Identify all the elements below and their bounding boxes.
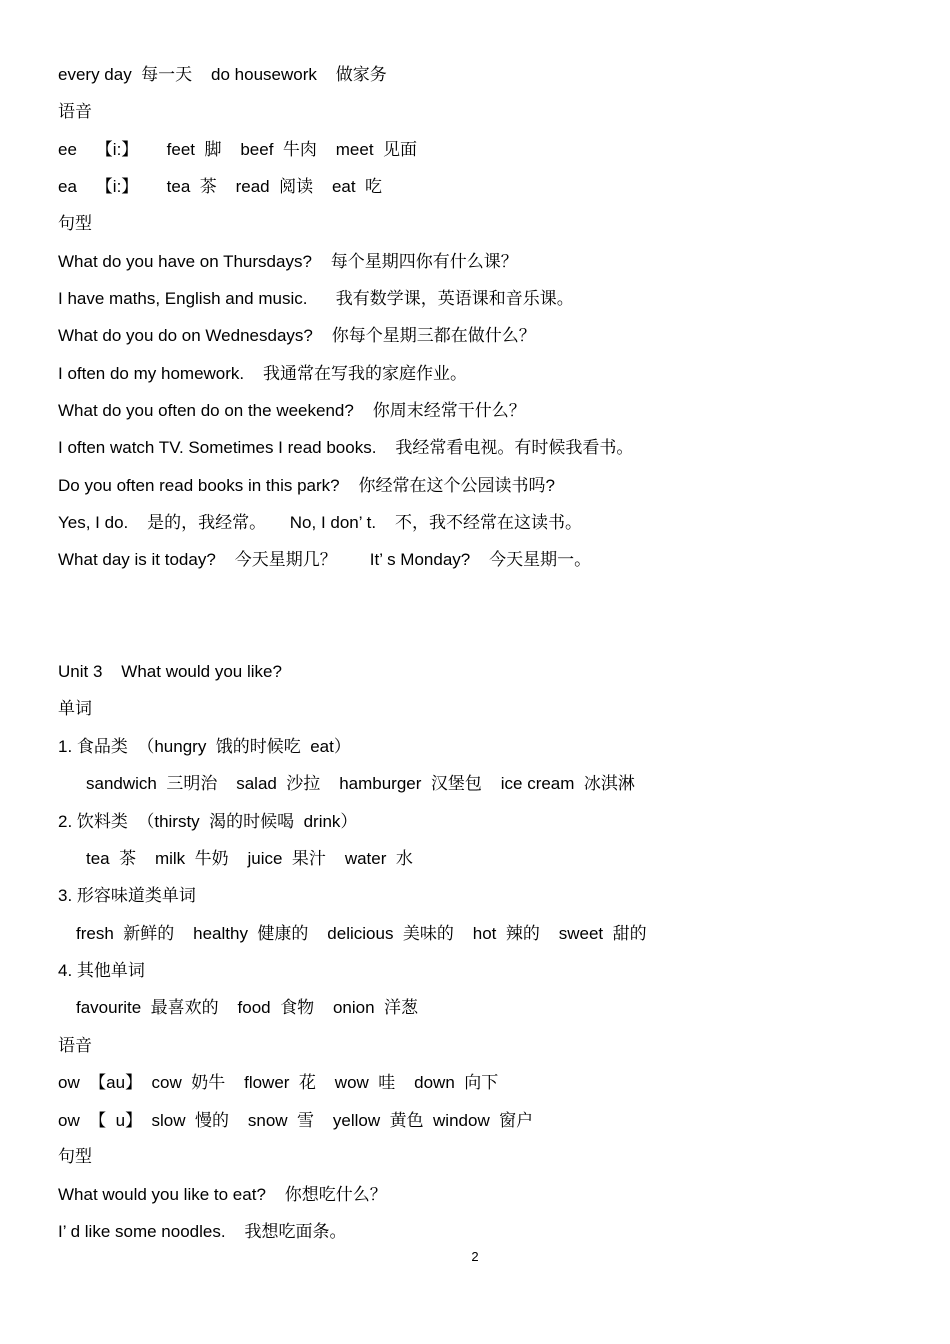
vocab-line-every-day: every day 每一天 do housework 做家务 xyxy=(58,65,387,84)
section-heading-phonics: 语音 xyxy=(58,1036,92,1055)
section-heading-sentences: 句型 xyxy=(58,1147,92,1166)
phonics-line-ow-u: ow 【 u】 slow 慢的 snow 雪 yellow 黄色 window 窗户 xyxy=(58,1111,534,1130)
vocab-category-drinks: 2. 饮料类 （thirsty 渴的时候喝 drink） xyxy=(58,812,358,831)
section-heading-vocabulary: 单词 xyxy=(58,699,92,718)
page-number: 2 xyxy=(471,1249,479,1264)
phonics-line-ow-au: ow 【au】 cow 奶牛 flower 花 wow 哇 down 向下 xyxy=(58,1073,499,1092)
section-heading-sentences: 句型 xyxy=(58,214,92,233)
sentence-line: I’ d like some noodles. 我想吃面条。 xyxy=(58,1222,347,1241)
sentence-line: I often do my homework. 我通常在写我的家庭作业。 xyxy=(58,364,468,383)
sentence-line: What do you have on Thursdays? 每个星期四你有什么课？ xyxy=(58,252,518,271)
vocab-line-taste: fresh 新鲜的 healthy 健康的 delicious 美味的 hot 辣的 sweet 甜的 xyxy=(76,924,647,943)
sentence-line: I have maths, English and music. 我有数学课，英语课和音乐课。 xyxy=(58,289,574,308)
phonics-line-ea: ea 【i:】 tea 茶 read 阅读 eat 吃 xyxy=(58,177,383,196)
sentence-line: What would you like to eat? 你想吃什么？ xyxy=(58,1185,387,1204)
vocab-line-drinks: tea 茶 milk 牛奶 juice 果汁 water 水 xyxy=(86,849,413,868)
sentence-line: Do you often read books in this park? 你经常在这个公园读书吗? xyxy=(58,476,555,495)
vocab-line-other: favourite 最喜欢的 food 食物 onion 洋葱 xyxy=(76,998,419,1017)
sentence-line: I often watch TV. Sometimes I read books. 我经常看电视。有时候我看书。 xyxy=(58,438,634,457)
phonics-line-ee: ee 【i:】 feet 脚 beef 牛肉 meet 见面 xyxy=(58,140,418,159)
vocab-category-other: 4. 其他单词 xyxy=(58,961,145,980)
vocab-line-food: sandwich 三明治 salad 沙拉 hamburger 汉堡包 ice cream 冰淇淋 xyxy=(86,774,635,793)
vocab-category-food: 1. 食品类 （hungry 饿的时候吃 eat） xyxy=(58,737,351,756)
unit-title: Unit 3 What would you like? xyxy=(58,662,282,681)
sentence-line: What do you often do on the weekend? 你周末经常干什么？ xyxy=(58,401,526,420)
sentence-line: Yes, I do. 是的，我经常。 No, I don’ t. 不，我不经常在这读书。 xyxy=(58,513,582,532)
section-heading-phonics: 语音 xyxy=(58,102,92,121)
sentence-line: What do you do on Wednesdays? 你每个星期三都在做什么？ xyxy=(58,326,536,345)
vocab-category-taste: 3. 形容味道类单词 xyxy=(58,886,196,905)
sentence-line: What day is it today? 今天星期几？ It’ s Monday? 今天星期一。 xyxy=(58,550,592,569)
